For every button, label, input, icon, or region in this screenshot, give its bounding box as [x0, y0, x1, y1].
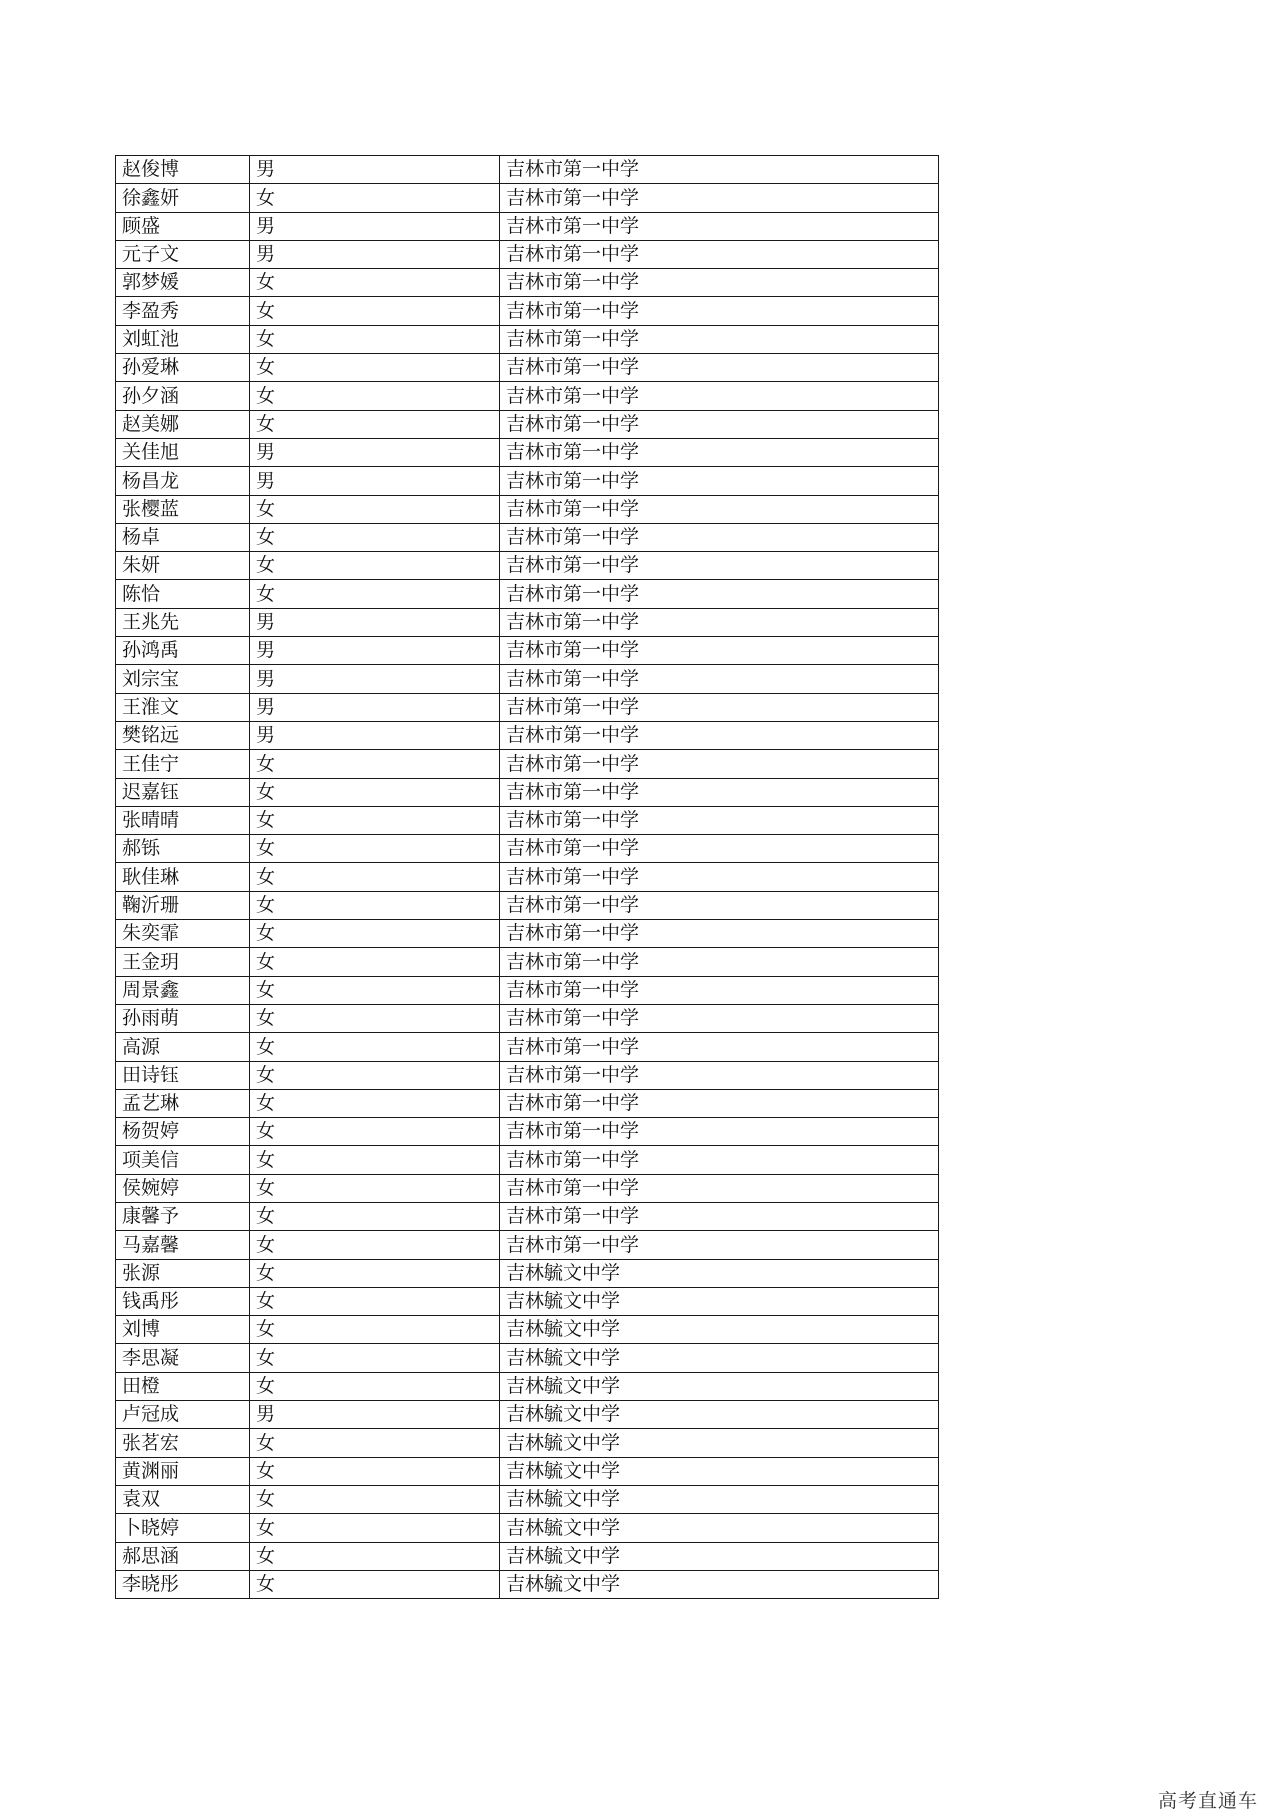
name-cell: 杨贺婷 — [116, 1118, 250, 1146]
gender-cell: 男 — [250, 156, 500, 184]
name-cell: 黄渊丽 — [116, 1457, 250, 1485]
name-cell: 杨昌龙 — [116, 467, 250, 495]
school-cell: 吉林市第一中学 — [500, 184, 939, 212]
name-cell: 鞠沂珊 — [116, 891, 250, 919]
table-row — [116, 920, 939, 948]
table-row — [116, 1401, 939, 1429]
name-cell: 袁双 — [116, 1485, 250, 1513]
gender-cell: 男 — [250, 693, 500, 721]
school-cell: 吉林市第一中学 — [500, 750, 939, 778]
school-cell: 吉林毓文中学 — [500, 1514, 939, 1542]
name-cell: 郝思涵 — [116, 1542, 250, 1570]
gender-cell: 男 — [250, 212, 500, 240]
gender-cell: 女 — [250, 1514, 500, 1542]
name-cell: 高源 — [116, 1033, 250, 1061]
school-cell: 吉林毓文中学 — [500, 1542, 939, 1570]
name-cell: 刘虹池 — [116, 325, 250, 353]
name-cell: 关佳旭 — [116, 438, 250, 466]
school-cell: 吉林市第一中学 — [500, 1061, 939, 1089]
gender-cell: 女 — [250, 1457, 500, 1485]
school-cell: 吉林市第一中学 — [500, 608, 939, 636]
school-cell: 吉林市第一中学 — [500, 976, 939, 1004]
table-row — [116, 240, 939, 268]
school-cell: 吉林市第一中学 — [500, 1231, 939, 1259]
table-row — [116, 580, 939, 608]
table-row — [116, 1004, 939, 1032]
gender-cell: 女 — [250, 297, 500, 325]
table-row — [116, 1259, 939, 1287]
name-cell: 朱妍 — [116, 552, 250, 580]
school-cell: 吉林毓文中学 — [500, 1401, 939, 1429]
gender-cell: 女 — [250, 1287, 500, 1315]
name-cell: 孙鸿禹 — [116, 637, 250, 665]
school-cell: 吉林市第一中学 — [500, 637, 939, 665]
name-cell: 孙夕涵 — [116, 382, 250, 410]
gender-cell: 女 — [250, 863, 500, 891]
gender-cell: 女 — [250, 1542, 500, 1570]
table-row — [116, 552, 939, 580]
table-row — [116, 354, 939, 382]
school-cell: 吉林市第一中学 — [500, 467, 939, 495]
gender-cell: 女 — [250, 1033, 500, 1061]
table-row — [116, 1231, 939, 1259]
school-cell: 吉林市第一中学 — [500, 1174, 939, 1202]
school-cell: 吉林毓文中学 — [500, 1457, 939, 1485]
school-cell: 吉林毓文中学 — [500, 1570, 939, 1598]
gender-cell: 女 — [250, 1089, 500, 1117]
school-cell: 吉林市第一中学 — [500, 948, 939, 976]
name-cell: 元子文 — [116, 240, 250, 268]
school-cell: 吉林市第一中学 — [500, 920, 939, 948]
table-row — [116, 665, 939, 693]
name-cell: 王金玥 — [116, 948, 250, 976]
school-cell: 吉林毓文中学 — [500, 1344, 939, 1372]
gender-cell: 女 — [250, 410, 500, 438]
gender-cell: 女 — [250, 1316, 500, 1344]
gender-cell: 女 — [250, 1485, 500, 1513]
name-cell: 耿佳琳 — [116, 863, 250, 891]
school-cell: 吉林市第一中学 — [500, 495, 939, 523]
gender-cell: 女 — [250, 1004, 500, 1032]
name-cell: 孙雨萌 — [116, 1004, 250, 1032]
school-cell: 吉林市第一中学 — [500, 382, 939, 410]
school-cell: 吉林毓文中学 — [500, 1316, 939, 1344]
table-row — [116, 382, 939, 410]
gender-cell: 女 — [250, 1146, 500, 1174]
gender-cell: 女 — [250, 495, 500, 523]
gender-cell: 男 — [250, 240, 500, 268]
table-row — [116, 1485, 939, 1513]
gender-cell: 女 — [250, 1372, 500, 1400]
gender-cell: 女 — [250, 1344, 500, 1372]
school-cell: 吉林市第一中学 — [500, 806, 939, 834]
gender-cell: 女 — [250, 1231, 500, 1259]
name-cell: 张茗宏 — [116, 1429, 250, 1457]
name-cell: 孙爱琳 — [116, 354, 250, 382]
gender-cell: 女 — [250, 778, 500, 806]
table-row — [116, 835, 939, 863]
table-row — [116, 976, 939, 1004]
school-cell: 吉林市第一中学 — [500, 1202, 939, 1230]
name-cell: 郭梦媛 — [116, 269, 250, 297]
table-row — [116, 1287, 939, 1315]
school-cell: 吉林市第一中学 — [500, 212, 939, 240]
table-row — [116, 750, 939, 778]
gender-cell: 女 — [250, 580, 500, 608]
name-cell: 李盈秀 — [116, 297, 250, 325]
school-cell: 吉林市第一中学 — [500, 1089, 939, 1117]
school-cell: 吉林市第一中学 — [500, 778, 939, 806]
gender-cell: 女 — [250, 354, 500, 382]
gender-cell: 女 — [250, 920, 500, 948]
gender-cell: 女 — [250, 1570, 500, 1598]
gender-cell: 女 — [250, 948, 500, 976]
name-cell: 钱禹彤 — [116, 1287, 250, 1315]
name-cell: 田诗钰 — [116, 1061, 250, 1089]
school-cell: 吉林市第一中学 — [500, 523, 939, 551]
table-row — [116, 806, 939, 834]
gender-cell: 男 — [250, 637, 500, 665]
table-row — [116, 410, 939, 438]
name-cell: 李思凝 — [116, 1344, 250, 1372]
table-row — [116, 1514, 939, 1542]
gender-cell: 女 — [250, 1259, 500, 1287]
name-cell: 侯婉婷 — [116, 1174, 250, 1202]
school-cell: 吉林市第一中学 — [500, 325, 939, 353]
table-row — [116, 212, 939, 240]
school-cell: 吉林市第一中学 — [500, 1004, 939, 1032]
name-cell: 张樱蓝 — [116, 495, 250, 523]
table-row — [116, 693, 939, 721]
school-cell: 吉林毓文中学 — [500, 1372, 939, 1400]
school-cell: 吉林市第一中学 — [500, 438, 939, 466]
gender-cell: 女 — [250, 325, 500, 353]
gender-cell: 女 — [250, 1061, 500, 1089]
name-cell: 张源 — [116, 1259, 250, 1287]
table-row — [116, 1457, 939, 1485]
gender-cell: 女 — [250, 835, 500, 863]
table-row — [116, 863, 939, 891]
school-cell: 吉林市第一中学 — [500, 863, 939, 891]
name-cell: 李晓彤 — [116, 1570, 250, 1598]
gender-cell: 女 — [250, 1118, 500, 1146]
roster-body — [116, 156, 939, 1599]
school-cell: 吉林市第一中学 — [500, 891, 939, 919]
name-cell: 康馨予 — [116, 1202, 250, 1230]
table-row — [116, 1118, 939, 1146]
name-cell: 田橙 — [116, 1372, 250, 1400]
school-cell: 吉林毓文中学 — [500, 1259, 939, 1287]
name-cell: 王兆先 — [116, 608, 250, 636]
gender-cell: 男 — [250, 438, 500, 466]
gender-cell: 男 — [250, 665, 500, 693]
table-row — [116, 1061, 939, 1089]
gender-cell: 女 — [250, 269, 500, 297]
school-cell: 吉林市第一中学 — [500, 297, 939, 325]
school-cell: 吉林市第一中学 — [500, 156, 939, 184]
name-cell: 王佳宁 — [116, 750, 250, 778]
gender-cell: 女 — [250, 806, 500, 834]
name-cell: 顾盛 — [116, 212, 250, 240]
school-cell: 吉林毓文中学 — [500, 1429, 939, 1457]
name-cell: 卜晓婷 — [116, 1514, 250, 1542]
name-cell: 刘博 — [116, 1316, 250, 1344]
school-cell: 吉林毓文中学 — [500, 1485, 939, 1513]
gender-cell: 男 — [250, 467, 500, 495]
name-cell: 项美信 — [116, 1146, 250, 1174]
school-cell: 吉林市第一中学 — [500, 693, 939, 721]
school-cell: 吉林市第一中学 — [500, 1146, 939, 1174]
name-cell: 马嘉馨 — [116, 1231, 250, 1259]
name-cell: 徐鑫妍 — [116, 184, 250, 212]
table-row — [116, 1033, 939, 1061]
gender-cell: 女 — [250, 184, 500, 212]
gender-cell: 女 — [250, 976, 500, 1004]
school-cell: 吉林市第一中学 — [500, 665, 939, 693]
school-cell: 吉林市第一中学 — [500, 552, 939, 580]
name-cell: 杨卓 — [116, 523, 250, 551]
table-row — [116, 438, 939, 466]
table-row — [116, 637, 939, 665]
name-cell: 赵俊博 — [116, 156, 250, 184]
table-row — [116, 523, 939, 551]
school-cell: 吉林市第一中学 — [500, 1118, 939, 1146]
name-cell: 张晴晴 — [116, 806, 250, 834]
table-row — [116, 1316, 939, 1344]
table-row — [116, 891, 939, 919]
table-row — [116, 1146, 939, 1174]
table-row — [116, 1202, 939, 1230]
school-cell: 吉林市第一中学 — [500, 269, 939, 297]
watermark-text: 高考直通车 — [1157, 1790, 1258, 1812]
gender-cell: 男 — [250, 721, 500, 749]
table-row — [116, 495, 939, 523]
school-cell: 吉林市第一中学 — [500, 240, 939, 268]
name-cell: 郝铄 — [116, 835, 250, 863]
table-row — [116, 1174, 939, 1202]
gender-cell: 女 — [250, 750, 500, 778]
school-cell: 吉林市第一中学 — [500, 580, 939, 608]
roster-table — [115, 155, 939, 1599]
gender-cell: 女 — [250, 1429, 500, 1457]
name-cell: 樊铭远 — [116, 721, 250, 749]
gender-cell: 女 — [250, 382, 500, 410]
table-row — [116, 156, 939, 184]
name-cell: 朱奕霏 — [116, 920, 250, 948]
school-cell: 吉林市第一中学 — [500, 354, 939, 382]
table-row — [116, 184, 939, 212]
gender-cell: 女 — [250, 891, 500, 919]
name-cell: 王淮文 — [116, 693, 250, 721]
gender-cell: 女 — [250, 1174, 500, 1202]
table-row — [116, 1570, 939, 1598]
table-row — [116, 325, 939, 353]
name-cell: 卢冠成 — [116, 1401, 250, 1429]
table-row — [116, 269, 939, 297]
gender-cell: 女 — [250, 1202, 500, 1230]
name-cell: 陈恰 — [116, 580, 250, 608]
school-cell: 吉林市第一中学 — [500, 835, 939, 863]
table-row — [116, 721, 939, 749]
table-row — [116, 1089, 939, 1117]
table-row — [116, 948, 939, 976]
table-row — [116, 297, 939, 325]
name-cell: 刘宗宝 — [116, 665, 250, 693]
gender-cell: 女 — [250, 523, 500, 551]
gender-cell: 男 — [250, 608, 500, 636]
gender-cell: 女 — [250, 552, 500, 580]
school-cell: 吉林市第一中学 — [500, 410, 939, 438]
name-cell: 赵美娜 — [116, 410, 250, 438]
name-cell: 周景鑫 — [116, 976, 250, 1004]
school-cell: 吉林市第一中学 — [500, 721, 939, 749]
table-row — [116, 467, 939, 495]
table-row — [116, 608, 939, 636]
gender-cell: 男 — [250, 1401, 500, 1429]
table-row — [116, 778, 939, 806]
school-cell: 吉林毓文中学 — [500, 1287, 939, 1315]
name-cell: 孟艺琳 — [116, 1089, 250, 1117]
table-row — [116, 1344, 939, 1372]
table-row — [116, 1542, 939, 1570]
table-row — [116, 1429, 939, 1457]
table-row — [116, 1372, 939, 1400]
school-cell: 吉林市第一中学 — [500, 1033, 939, 1061]
name-cell: 迟嘉钰 — [116, 778, 250, 806]
